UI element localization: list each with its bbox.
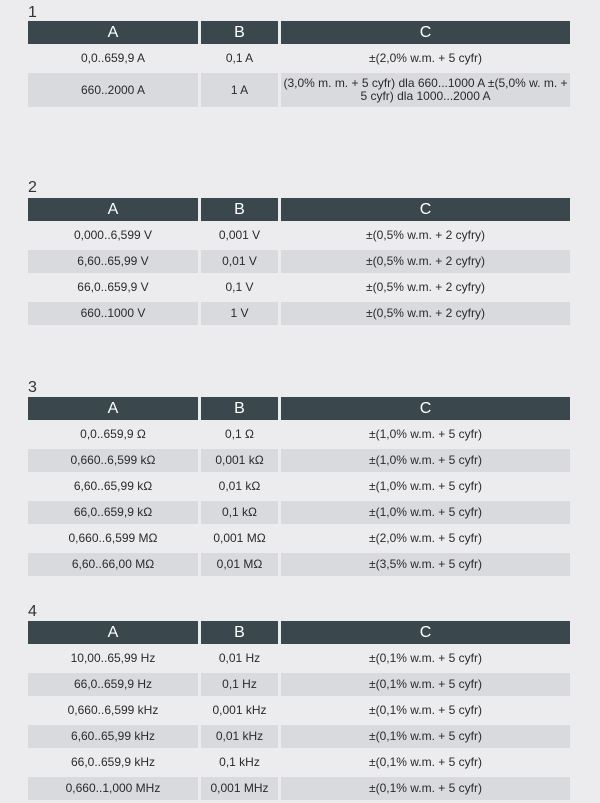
accuracy-cell: ±(0,5% w.m. + 2 cyfry) — [278, 273, 570, 299]
resolution-cell: 1 A — [198, 70, 278, 107]
range-cell: 0,000..6,599 V — [28, 221, 198, 247]
resolution-cell: 0,01 kHz — [198, 722, 278, 748]
table-row — [28, 550, 570, 576]
table-header-row — [28, 621, 570, 644]
accuracy-cell: ±(0,1% w.m. + 5 cyfr) — [278, 722, 570, 748]
table-header-row — [28, 198, 570, 221]
column-header-b: B — [198, 397, 278, 420]
resolution-cell: 0,001 V — [198, 221, 278, 247]
accuracy-cell: ±(0,1% w.m. + 5 cyfr) — [278, 644, 570, 670]
range-cell: 0,660..6,599 kΩ — [28, 446, 198, 472]
column-header-b: B — [198, 21, 278, 44]
section-number: 4 — [28, 603, 37, 620]
table-row — [28, 670, 570, 696]
table-row — [28, 722, 570, 748]
accuracy-cell: ±(0,5% w.m. + 2 cyfry) — [278, 247, 570, 273]
range-cell: 6,60..65,99 kHz — [28, 722, 198, 748]
range-cell: 660..2000 A — [28, 70, 198, 107]
range-cell: 66,0..659,9 kHz — [28, 748, 198, 774]
resolution-cell: 0,1 V — [198, 273, 278, 299]
resolution-cell: 0,1 A — [198, 44, 278, 70]
range-cell: 0,0..659,9 Ω — [28, 420, 198, 446]
range-cell: 6,60..66,00 MΩ — [28, 550, 198, 576]
resolution-cell: 0,1 kHz — [198, 748, 278, 774]
column-header-c: C — [278, 21, 570, 44]
range-cell: 66,0..659,9 Hz — [28, 670, 198, 696]
table-row — [28, 524, 570, 550]
section-number: 2 — [28, 179, 37, 196]
spec-table-4 — [28, 621, 570, 800]
accuracy-cell: ±(0,5% w.m. + 2 cyfry) — [278, 221, 570, 247]
accuracy-cell: ±(2,0% w.m. + 5 cyfr) — [278, 524, 570, 550]
table-header-row — [28, 21, 570, 44]
accuracy-cell: ±(0,5% w.m. + 2 cyfry) — [278, 299, 570, 325]
column-header-b: B — [198, 621, 278, 644]
table-row — [28, 273, 570, 299]
range-cell: 6,60..65,99 V — [28, 247, 198, 273]
accuracy-cell: ±(1,0% w.m. + 5 cyfr) — [278, 472, 570, 498]
resolution-cell: 0,001 MHz — [198, 774, 278, 800]
column-header-a: A — [28, 198, 198, 221]
accuracy-cell: ±(3,5% w.m. + 5 cyfr) — [278, 550, 570, 576]
resolution-cell: 0,001 kΩ — [198, 446, 278, 472]
range-cell: 0,660..1,000 MHz — [28, 774, 198, 800]
table-row — [28, 774, 570, 800]
accuracy-cell: ±(0,1% w.m. + 5 cyfr) — [278, 670, 570, 696]
table-row — [28, 247, 570, 273]
resolution-cell: 0,001 MΩ — [198, 524, 278, 550]
accuracy-cell: ±(0,1% w.m. + 5 cyfr) — [278, 696, 570, 722]
accuracy-cell: ±(0,1% w.m. + 5 cyfr) — [278, 774, 570, 800]
spec-table-2 — [28, 198, 570, 325]
table-row — [28, 420, 570, 446]
table-row — [28, 446, 570, 472]
column-header-a: A — [28, 21, 198, 44]
table-row — [28, 498, 570, 524]
table-row — [28, 70, 570, 107]
resolution-cell: 0,1 Hz — [198, 670, 278, 696]
accuracy-cell: ±(1,0% w.m. + 5 cyfr) — [278, 498, 570, 524]
spec-table-1 — [28, 21, 570, 107]
resolution-cell: 0,001 kHz — [198, 696, 278, 722]
range-cell: 66,0..659,9 kΩ — [28, 498, 198, 524]
resolution-cell: 1 V — [198, 299, 278, 325]
table-row — [28, 221, 570, 247]
accuracy-cell: ±(2,0% w.m. + 5 cyfr) — [278, 44, 570, 70]
table-row — [28, 748, 570, 774]
resolution-cell: 0,01 V — [198, 247, 278, 273]
range-cell: 0,660..6,599 kHz — [28, 696, 198, 722]
resolution-cell: 0,01 kΩ — [198, 472, 278, 498]
section-number: 1 — [28, 4, 37, 21]
accuracy-cell: ±(1,0% w.m. + 5 cyfr) — [278, 446, 570, 472]
range-cell: 0,660..6,599 MΩ — [28, 524, 198, 550]
table-header-row — [28, 397, 570, 420]
column-header-c: C — [278, 397, 570, 420]
resolution-cell: 0,1 kΩ — [198, 498, 278, 524]
accuracy-cell: ±(0,1% w.m. + 5 cyfr) — [278, 748, 570, 774]
accuracy-cell: ±(1,0% w.m. + 5 cyfr) — [278, 420, 570, 446]
column-header-a: A — [28, 397, 198, 420]
range-cell: 660..1000 V — [28, 299, 198, 325]
table-row — [28, 644, 570, 670]
column-header-c: C — [278, 621, 570, 644]
table-row — [28, 44, 570, 70]
range-cell: 10,00..65,99 Hz — [28, 644, 198, 670]
section-number: 3 — [28, 379, 37, 396]
column-header-b: B — [198, 198, 278, 221]
range-cell: 6,60..65,99 kΩ — [28, 472, 198, 498]
table-row — [28, 472, 570, 498]
column-header-c: C — [278, 198, 570, 221]
table-row — [28, 299, 570, 325]
table-row — [28, 696, 570, 722]
resolution-cell: 0,01 MΩ — [198, 550, 278, 576]
accuracy-cell: (3,0% m. m. + 5 cyfr) dla 660...1000 A ±(5,0% w. m. + 5 cyfr) dla 1000...2000 A — [278, 70, 570, 107]
spec-table-3 — [28, 397, 570, 576]
range-cell: 66,0..659,9 V — [28, 273, 198, 299]
resolution-cell: 0,01 Hz — [198, 644, 278, 670]
range-cell: 0,0..659,9 A — [28, 44, 198, 70]
resolution-cell: 0,1 Ω — [198, 420, 278, 446]
column-header-a: A — [28, 621, 198, 644]
